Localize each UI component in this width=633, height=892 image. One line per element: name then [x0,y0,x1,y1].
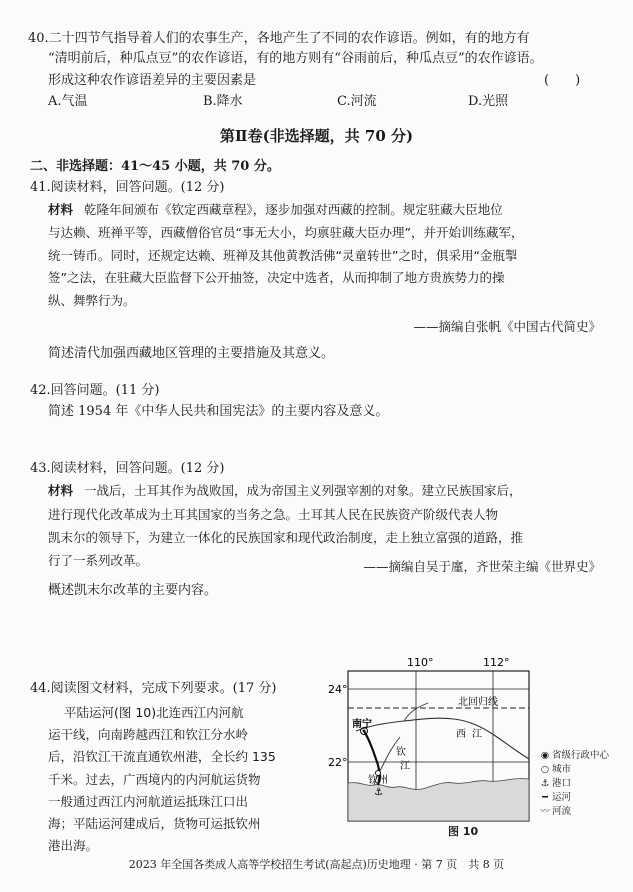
legend-label: 港口 [552,778,572,789]
q44-text-line-2: 运干线，向南跨越西江和钦江分水岭 [48,727,249,742]
q41-material-line-2: 与达赖、班禅平等，西藏僧俗官员“事无大小，均禀驻藏大臣办理”，并开始训练藏军， [48,225,524,240]
q42-stem: 42.回答问题。(11 分) [30,383,160,398]
q40-option-b: B.降水 [203,94,243,109]
q41-source: ——摘编自张帆《中国古代简史》 [413,319,601,334]
lon-label-110: 110° [407,656,434,669]
city-icon: ○ [540,764,550,775]
lon-label-112: 112° [483,656,510,669]
canal-icon: ━ [542,792,548,803]
q40-option-d: D.光照 [468,94,509,109]
qinzhou-label: 钦州 [368,775,388,786]
q40-answer-paren: ( ) [544,73,581,88]
section-title: 第Ⅱ卷(非选择题，共 70 分) [219,127,414,145]
anchor-icon: ⚓ [540,778,550,789]
lat-label-22: 22° [328,756,348,769]
page-footer: 2023 年全国各类成人高等学校招生考试(高起点)历史地理 · 第 7 页 共 8 页 [128,858,505,871]
legend-city [538,761,571,775]
q40-line-2: “清明前后，种瓜点豆”的农作谚语，有的地方则有“谷雨前后，种瓜点豆”的农作谚语。 [48,51,543,66]
q44-text-line-7: 港出海。 [48,838,99,853]
q41-material-line-4: 签”之法，在驻藏大臣监督下公开抽签，决定中选者，从而抑制了地方贵族势力的操 [48,270,505,285]
q43-material-line-1: 一战后，土耳其作为战败国，成为帝国主义列强宰割的对象。建立民族国家后， [84,483,522,498]
xijiang-river [356,718,529,759]
q43-source: ——摘编自吴于廑，齐世荣主编《世界史》 [363,559,601,574]
qinjiang-label-1: 钦 [396,747,406,758]
q43-question: 概述凯末尔改革的主要内容。 [48,583,218,598]
q43-material-line-4: 行了一系列改革。 [48,553,149,568]
q44-text-line-3: 后，沿钦江干流直通钦州港，全长约 135 [48,749,276,764]
legend-provincial-capital [538,747,609,761]
q43-stem: 43.阅读材料，回答问题。(12 分) [30,461,225,476]
q43-material-label: 材料 [48,483,74,498]
xijiang-label-2: 江 [472,729,482,740]
figure-10-map [330,655,620,845]
map-legend [538,747,620,827]
legend-label: 省级行政中心 [552,750,610,761]
river-icon: 〰 [540,806,550,817]
q44-text-line-5: 一般通过西江内河航道运抵珠江口出 [48,794,249,809]
qinjiang-label-2: 江 [400,761,410,772]
q41-material-line-5: 纵、舞弊行为。 [48,293,136,308]
q44-text-line-4: 千米。过去，广西境内的内河航运货物 [48,772,261,787]
provincial-capital-icon: ◉ [540,750,550,761]
q44-stem: 44.阅读图文材料，完成下列要求。(17 分) [30,681,277,696]
q40-line-3: 形成这种农作谚语差异的主要因素是 [48,73,257,88]
q43-material-line-3: 凯末尔的领导下，为建立一体化的民族国家和现代政治制度，走上独立富强的道路，推 [48,530,524,545]
legend-label: 运河 [552,792,572,803]
section-header: 二、非选择题：41～45 小题，共 70 分。 [30,159,280,174]
legend-label: 河流 [552,806,572,817]
q42-question: 简述 1954 年《中华人民共和国宪法》的主要内容及意义。 [48,404,389,419]
q44-text-line-1: 平陆运河(图 10)北连西江内河航 [64,705,244,720]
q41-material-line-1: 乾隆年间颁布《钦定西藏章程》，逐步加强对西藏的控制。规定驻藏大臣地位 [84,202,503,217]
lat-label-24: 24° [328,683,348,696]
nanning-marker-dot [363,730,366,733]
q43-material-line-2: 进行现代化改革成为土耳其国家的当务之急。土耳其人民在民族资产阶级代表人物 [48,507,499,522]
legend-label: 城市 [552,764,572,775]
q44-text-line-6: 海；平陆运河建成后，货物可运抵钦州 [48,816,261,831]
q41-stem: 41.阅读材料，回答问题。(12 分) [30,180,225,195]
xijiang-label-1: 西 [456,729,466,740]
q40-option-a: A.气温 [48,94,88,109]
q41-question: 简述清代加强西藏地区管理的主要措施及其意义。 [48,346,335,361]
map-caption: 图 10 [448,825,479,838]
port-anchor-icon: ⚓ [374,787,383,798]
q41-material-label: 材料 [48,202,74,217]
q40-line-1: 40.二十四节气指导着人们的农事生产，各地产生了不同的农作谚语。例如，有的地方有 [28,31,530,46]
q40-option-c: C.河流 [337,94,377,109]
tropic-label: 北回归线 [458,697,498,708]
nanning-label: 南宁 [352,719,372,730]
legend-port [538,775,571,789]
q41-material-line-3: 统一铸币。同时，还规定达赖、班禅及其他黄教活佛“灵童转世”之时，俱采用“金瓶掣 [48,248,518,263]
legend-river [538,803,571,817]
legend-canal [538,789,571,803]
